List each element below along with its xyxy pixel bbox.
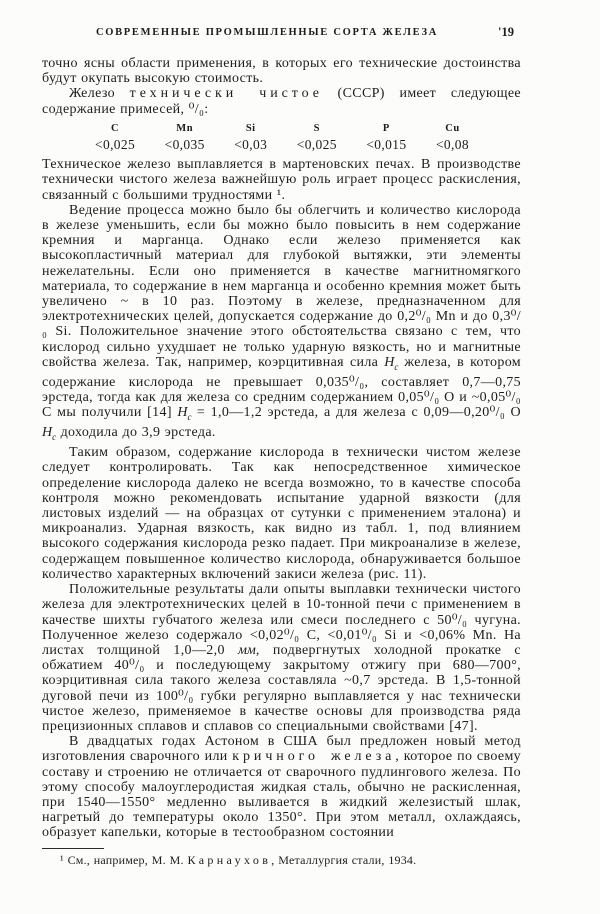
impurities-table xyxy=(95,121,469,152)
text-run: , Металлургия стали, 1934. xyxy=(271,852,417,867)
footnote-divider xyxy=(42,848,104,849)
element-value: <0,03 xyxy=(234,137,268,153)
emphasized-spaced-text: кричного железа xyxy=(232,749,396,765)
paragraph-aston xyxy=(42,734,521,840)
text-run: Положительные результаты дали опыты выплавки технически чистого железа для электротехнических целей в 10-тонной печи с применением в качестве шихты губчатого железа или смеси последнего с 50⁰/₀ чугуна. Полученное железо содержало <0,02⁰/₀ C, <0,01⁰/₀ Si и <0,06% Mn. На листах толщиной 1,0—2,0 xyxy=(42,582,521,658)
paragraph-control: Таким образом, содержание кислорода в технически чистом железе следует контролировать. Так как непосредственное химическое определение кислорода далеко не всегда возможно, то в качестве способа контроля можно рекомендовать испытание ударной вязкости (для листовых изделий — на образцах от сутунки с применением эталона) и микроанализ. Ударная вязкость, как видно из табл. 1, под влиянием высокого содержания кислорода резко падает. При микроанализе в железе, содержащем повышенное количество кислорода, обнаруживается большое количество характерных включений закиси железа (рис. 11). xyxy=(42,445,521,582)
element-value: <0,08 xyxy=(435,137,469,153)
element-symbol: P xyxy=(382,122,390,134)
paragraph-smelting: Техническое железо выплавляется в мартеновских печах. В производстве технически чистого железа важнейшую роль играет процесс раскисления, связанный с большими трудностями ¹. xyxy=(42,157,521,203)
impurity-column xyxy=(436,121,469,152)
impurity-column xyxy=(366,121,406,152)
element-value: <0,025 xyxy=(95,137,136,153)
hc-letter: H xyxy=(177,405,188,421)
emphasized-spaced-text: Карнаухов xyxy=(187,852,272,867)
text-run: (СССР) имеет следующее содержание примесей, ⁰/₀: xyxy=(42,86,521,117)
element-value: <0,025 xyxy=(296,137,337,153)
paragraph-experiments xyxy=(42,582,521,734)
element-symbol: C xyxy=(111,122,120,134)
text-run: Ведение процесса можно было бы облегчить и количество кислорода в железе уменьшить, если бы можно было повысить в нем содержание кремния и марганца. Однако если железо применяется как высокопластичный материал для глубокой вытяжки, эти элементы нежелательны. Если оно применяется в качестве магнитномягкого материала, то содержание в нем марганца и особенно кремния может быть увеличено ~ в 10 раз. Поэтому в железе, предназначенном для электротехнических целей, допускается содержание до 0,2⁰/₀ Mn и до 0,3⁰/₀ Si. Положительное значение этого обстоятельства связано с тем, что кислород сильно ухудшает не только ударную вязкость, но и магнитные свойства железа. Так, например, коэрцитивная сила xyxy=(42,202,521,370)
element-symbol: Si xyxy=(245,122,256,134)
element-symbol: Cu xyxy=(445,122,460,134)
impurity-column xyxy=(234,121,267,152)
text-run: железа, в котором содержание кислорода не превышает 0,035⁰/₀, составляет 0,7—0,75 эрстеда, тогда как для железа со средним содержанием 0,05⁰/₀ О и ~0,05⁰/₀ С мы получили [14] xyxy=(42,354,521,421)
element-value: <0,035 xyxy=(164,137,205,153)
element-symbol: Mn xyxy=(176,122,194,134)
text-run: = 1,0—1,2 эрстеда, а для железа с 0,09—0,20⁰/₀ О xyxy=(191,405,521,421)
footnote xyxy=(42,853,521,867)
hc-subscript: c xyxy=(394,361,399,372)
impurity-column xyxy=(95,121,135,152)
text-run: доходила до 3,9 эрстеда. xyxy=(56,425,216,441)
coercive-force-symbol xyxy=(177,405,192,423)
page-number: '19 xyxy=(498,25,514,39)
impurity-column xyxy=(297,121,337,152)
page-body xyxy=(42,56,521,867)
hc-subscript: c xyxy=(52,432,57,443)
hc-subscript: c xyxy=(187,412,192,423)
element-symbol: S xyxy=(313,122,320,134)
unit-mm-italic: мм xyxy=(237,642,256,658)
paragraph-process xyxy=(42,203,521,445)
text-run: В двадцатых годах Астоном в США был предложен новый метод изготовления сварочного или xyxy=(42,734,521,765)
paragraph-continuation: точно ясны области применения, в которых его технические достоинства будут окупать высокую стоимость. xyxy=(42,56,521,87)
text-run: Железо xyxy=(69,86,130,102)
element-value: <0,015 xyxy=(366,137,407,153)
text-run: , которое по своему составу и строению не отличается от сварочного пудлингового железа. По этому способу малоуглеродистая жидкая сталь, обычно не раскисленная, при 1540—1550° медленно выливается в жидкий железистый шлак, нагретый до температуры около 1350°. При этом металл, охлаждаясь, образует капельки, которые в тестообразном состоянии xyxy=(42,749,521,841)
text-run: , подвергнутых холодной прокатке с обжатием 40⁰/₀ и последующему закрытому отжигу при 680—700°, коэрцитивная сила такого железа составляла ~0,7 эрстеда. В 1,5-тонной дуговой печи из 100⁰/₀ губки регулярно выплавляется у нас технически чистое железо, применяемое в качестве основы для производства ряда прецизионных сплавов и сплавов со специальными свойствами [47]. xyxy=(42,642,521,734)
paragraph-intro xyxy=(42,86,521,116)
coercive-force-symbol xyxy=(42,425,57,443)
emphasized-spaced-text: технически чистое xyxy=(129,86,323,102)
hc-letter: H xyxy=(42,425,53,441)
impurity-column xyxy=(165,121,205,152)
coercive-force-symbol xyxy=(384,355,398,370)
hc-letter: H xyxy=(384,354,395,370)
running-header: СОВРЕМЕННЫЕ ПРОМЫШЛЕННЫЕ СОРТА ЖЕЛЕЗА xyxy=(95,27,439,38)
text-run: ¹ См., например, М. М. xyxy=(60,852,188,867)
